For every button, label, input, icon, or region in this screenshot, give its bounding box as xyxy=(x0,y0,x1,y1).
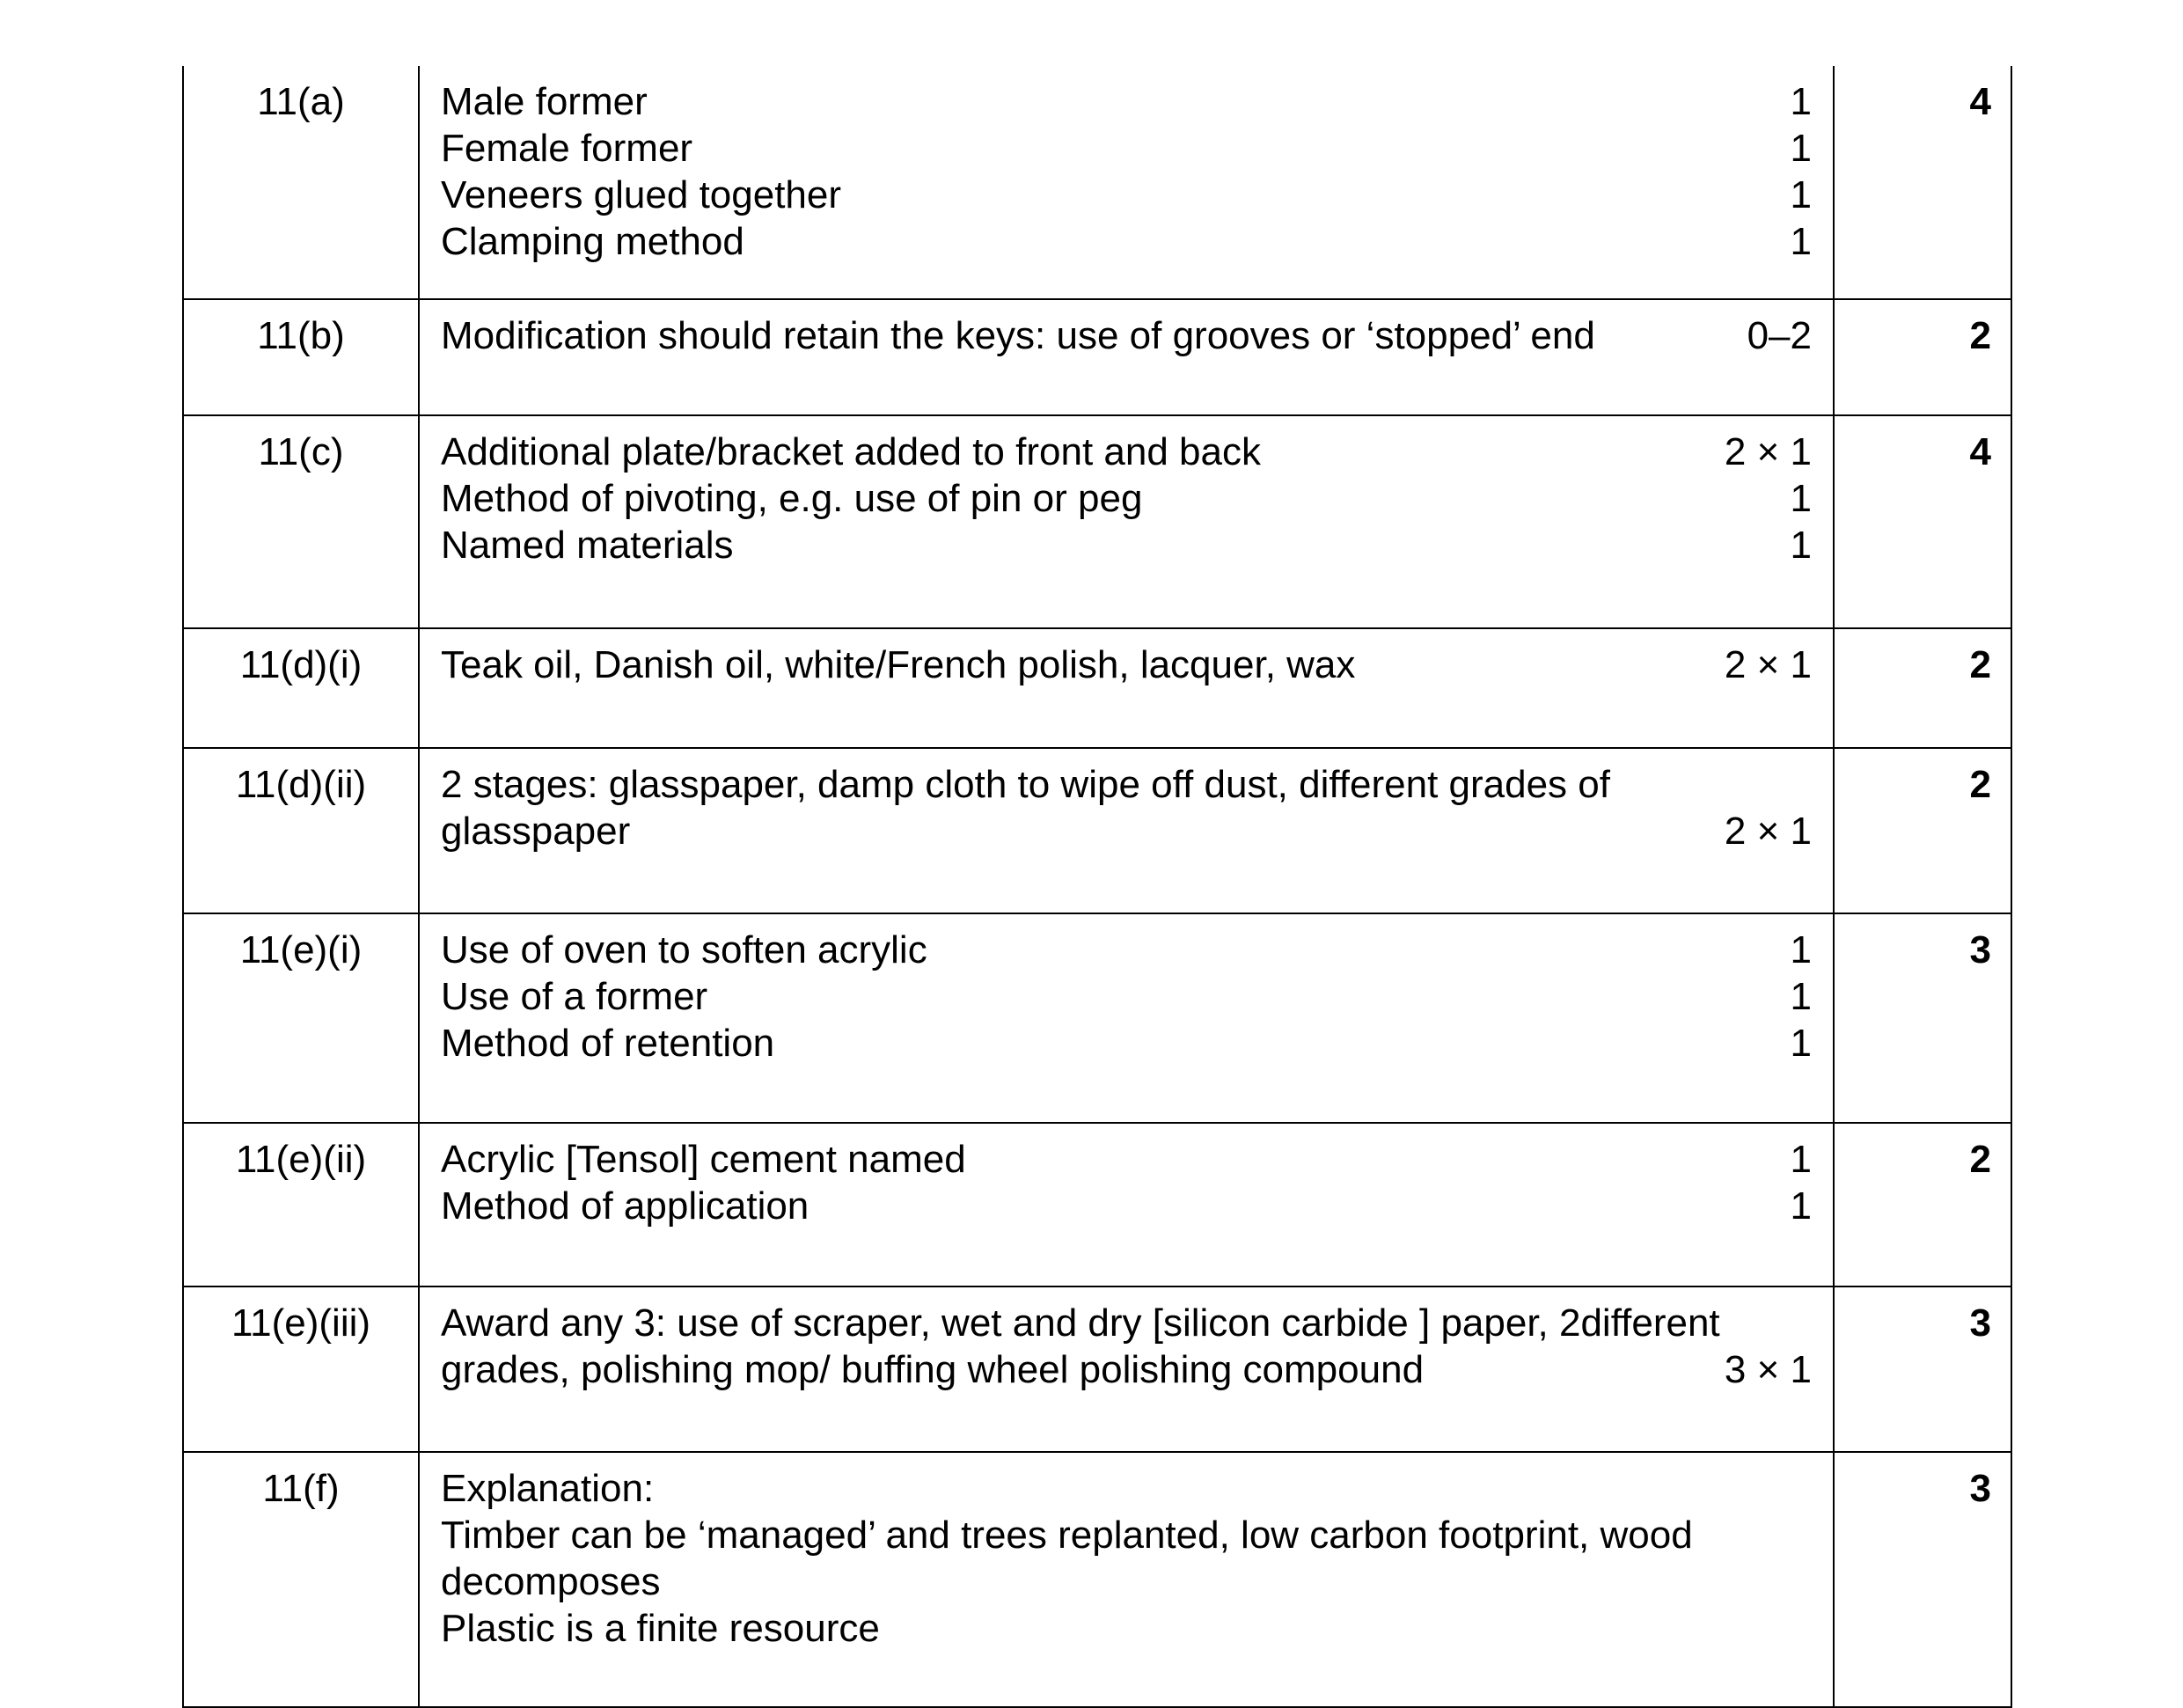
question-number-cell xyxy=(183,1123,419,1286)
line-mark: 1 xyxy=(1790,1184,1812,1228)
line-mark: 1 xyxy=(1790,1138,1812,1181)
answer-line xyxy=(441,641,1812,688)
total-mark: 4 xyxy=(1969,430,1991,473)
total-mark-cell xyxy=(1834,748,2011,913)
answer-line xyxy=(441,1346,1812,1393)
question-number-cell xyxy=(183,748,419,913)
answer-cell xyxy=(419,1286,1834,1452)
line-mark: 2 × 1 xyxy=(1724,643,1812,686)
answer-cell xyxy=(419,628,1834,748)
answer-text: Modification should retain the keys: use of grooves or ‘stopped’ end xyxy=(441,314,1595,357)
question-number-cell xyxy=(183,1286,419,1452)
table-row xyxy=(183,1452,2011,1707)
line-mark: 2 × 1 xyxy=(1724,430,1812,473)
answer-text: Additional plate/bracket added to front and back xyxy=(441,430,1261,473)
answer-cell xyxy=(419,1452,1834,1707)
answer-text: Plastic is a finite resource xyxy=(441,1607,880,1650)
answer-cell xyxy=(419,66,1834,299)
total-mark-cell xyxy=(1834,415,2011,628)
table-row xyxy=(183,748,2011,913)
answer-text: Female former xyxy=(441,127,693,170)
answer-line xyxy=(441,522,1812,568)
answer-text: Timber can be ‘managed’ and trees replanted, low carbon footprint, wood xyxy=(441,1514,1693,1557)
total-mark: 2 xyxy=(1969,763,1991,806)
table-row xyxy=(183,299,2011,415)
line-mark: 1 xyxy=(1790,127,1812,170)
line-mark: 1 xyxy=(1790,928,1812,971)
question-number: 11(c) xyxy=(258,430,344,473)
answer-line xyxy=(441,1020,1812,1067)
answer-line xyxy=(441,1183,1812,1229)
table-row xyxy=(183,1123,2011,1286)
answer-text: Use of oven to soften acrylic xyxy=(441,928,927,971)
line-mark: 1 xyxy=(1790,524,1812,567)
total-mark-cell xyxy=(1834,913,2011,1123)
line-mark: 0–2 xyxy=(1747,314,1812,357)
answer-text: Named materials xyxy=(441,524,734,567)
line-mark: 2 × 1 xyxy=(1724,810,1812,853)
total-mark: 4 xyxy=(1969,80,1991,123)
question-number-cell xyxy=(183,299,419,415)
answer-line xyxy=(441,218,1812,265)
answer-text: Award any 3: use of scraper, wet and dry [silicon carbide ] paper, 2different xyxy=(441,1301,1720,1345)
total-mark: 2 xyxy=(1969,314,1991,357)
line-mark: 1 xyxy=(1790,80,1812,123)
answer-text: Method of application xyxy=(441,1184,809,1228)
answer-line xyxy=(441,78,1812,125)
line-mark: 1 xyxy=(1790,1022,1812,1065)
question-number-cell xyxy=(183,913,419,1123)
answer-text: 2 stages: glasspaper, damp cloth to wipe off dust, different grades of xyxy=(441,763,1610,806)
answer-text: decomposes xyxy=(441,1560,661,1603)
line-mark: 1 xyxy=(1790,173,1812,216)
question-number-cell xyxy=(183,1452,419,1707)
answer-text: glasspaper xyxy=(441,810,631,853)
table-row xyxy=(183,913,2011,1123)
table-row xyxy=(183,66,2011,299)
answer-cell xyxy=(419,1123,1834,1286)
table-row xyxy=(183,415,2011,628)
answer-cell xyxy=(419,748,1834,913)
answer-cell xyxy=(419,913,1834,1123)
total-mark-cell xyxy=(1834,1452,2011,1707)
question-number: 11(e)(ii) xyxy=(235,1138,367,1181)
total-mark-cell xyxy=(1834,628,2011,748)
question-number: 11(b) xyxy=(257,314,345,357)
line-mark: 1 xyxy=(1790,477,1812,520)
answer-line xyxy=(441,973,1812,1020)
question-number: 11(a) xyxy=(257,80,345,123)
total-mark: 3 xyxy=(1969,928,1991,971)
line-mark: 1 xyxy=(1790,975,1812,1018)
question-number-cell xyxy=(183,66,419,299)
answer-text: Teak oil, Danish oil, white/French polish, lacquer, wax xyxy=(441,643,1356,686)
answer-text: Acrylic [Tensol] cement named xyxy=(441,1138,966,1181)
answer-line xyxy=(441,475,1812,522)
answer-cell xyxy=(419,415,1834,628)
total-mark: 3 xyxy=(1969,1301,1991,1345)
mark-scheme-table xyxy=(182,66,2012,1708)
table-row xyxy=(183,628,2011,748)
question-number: 11(e)(iii) xyxy=(231,1301,371,1345)
line-mark: 1 xyxy=(1790,220,1812,263)
answer-line xyxy=(441,1136,1812,1183)
answer-text: Clamping method xyxy=(441,220,744,263)
total-mark: 3 xyxy=(1969,1467,1991,1510)
total-mark-cell xyxy=(1834,299,2011,415)
question-number-cell xyxy=(183,415,419,628)
answer-line xyxy=(441,172,1812,218)
answer-text: Veneers glued together xyxy=(441,173,842,216)
total-mark-cell xyxy=(1834,1286,2011,1452)
question-number: 11(d)(ii) xyxy=(235,763,367,806)
total-mark: 2 xyxy=(1969,643,1991,686)
answer-line xyxy=(441,429,1812,475)
answer-text: grades, polishing mop/ buffing wheel polishing compound xyxy=(441,1348,1425,1391)
total-mark: 2 xyxy=(1969,1138,1991,1181)
answer-line xyxy=(441,927,1812,973)
question-number: 11(e)(i) xyxy=(239,928,363,971)
line-mark: 3 × 1 xyxy=(1724,1348,1812,1391)
answer-text: Use of a former xyxy=(441,975,708,1018)
answer-line xyxy=(441,125,1812,172)
answer-line xyxy=(441,312,1812,359)
table-row xyxy=(183,1286,2011,1452)
answer-text: Explanation: xyxy=(441,1467,655,1510)
question-number: 11(f) xyxy=(262,1467,340,1510)
total-mark-cell xyxy=(1834,66,2011,299)
answer-cell xyxy=(419,299,1834,415)
answer-line xyxy=(441,808,1812,854)
question-number: 11(d)(i) xyxy=(239,643,363,686)
answer-text: Method of pivoting, e.g. use of pin or peg xyxy=(441,477,1143,520)
question-number-cell xyxy=(183,628,419,748)
answer-text: Male former xyxy=(441,80,648,123)
total-mark-cell xyxy=(1834,1123,2011,1286)
answer-text: Method of retention xyxy=(441,1022,775,1065)
